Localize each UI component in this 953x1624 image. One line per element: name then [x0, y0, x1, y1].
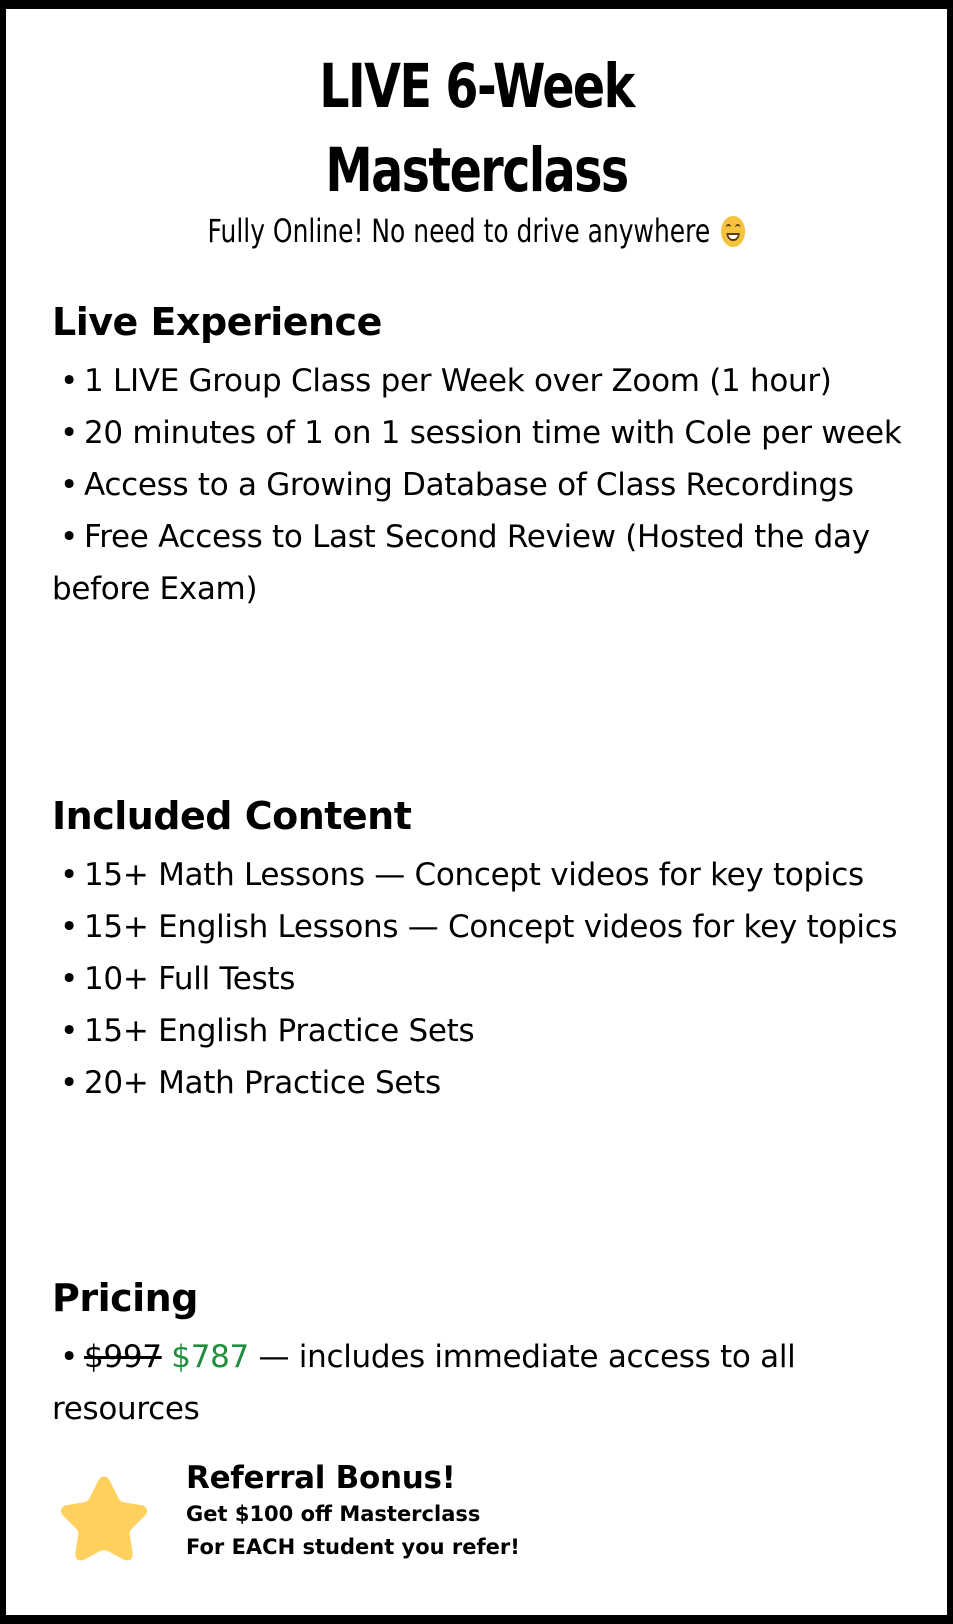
star-icon [58, 1472, 150, 1562]
page-title [110, 45, 844, 213]
title-line-2: Masterclass [325, 135, 628, 206]
list-item-text: 15+ Math Lessons — Concept videos for key topics [84, 857, 864, 893]
referral-line-1: Get $100 off Masterclass [186, 1502, 481, 1526]
bullet: • [60, 961, 78, 997]
bullet: • [60, 1065, 78, 1101]
referral-bonus [52, 1458, 912, 1568]
live-experience-section [52, 297, 912, 615]
list-item [52, 849, 912, 901]
included-content-list [52, 849, 912, 1109]
masterclass-card [6, 9, 947, 1615]
list-item-text: 15+ English Lessons — Concept videos for key topics [84, 909, 898, 945]
new-price: $787 [171, 1339, 249, 1375]
bullet: • [60, 467, 78, 503]
pricing-section [52, 1273, 912, 1435]
subtitle [110, 209, 844, 253]
old-price: $997 [84, 1339, 162, 1375]
list-item [52, 1005, 912, 1057]
bullet: • [60, 1339, 78, 1375]
included-content-heading: Included Content [52, 794, 412, 838]
list-item-text: 20+ Math Practice Sets [84, 1065, 441, 1101]
referral-title: Referral Bonus! [186, 1460, 456, 1496]
list-item [52, 459, 912, 511]
list-item-text: 15+ English Practice Sets [84, 1013, 475, 1049]
list-item-text: 10+ Full Tests [84, 961, 296, 997]
live-experience-list [52, 355, 912, 615]
pricing-description: — includes immediate access to all resources [52, 1339, 796, 1427]
referral-line-2: For EACH student you refer! [186, 1535, 520, 1559]
bullet: • [60, 363, 78, 399]
included-content-section [52, 791, 912, 1109]
title-line-1: LIVE 6-Week [319, 51, 634, 122]
list-item [52, 355, 912, 407]
bullet: • [60, 415, 78, 451]
bullet: • [60, 909, 78, 945]
list-item-text: 1 LIVE Group Class per Week over Zoom (1 hour) [84, 363, 832, 399]
list-item [52, 1057, 912, 1109]
list-item [52, 1331, 912, 1435]
list-item [52, 407, 912, 459]
bullet: • [60, 857, 78, 893]
bullet: • [60, 519, 78, 555]
bullet: • [60, 1013, 78, 1049]
list-item-text: Free Access to Last Second Review (Hosted the day before Exam) [52, 519, 870, 607]
list-item-text: 20 minutes of 1 on 1 session time with Cole per week [84, 415, 902, 451]
pricing-list [52, 1331, 912, 1435]
grinning-face-icon [721, 216, 745, 247]
referral-text [186, 1458, 520, 1564]
list-item [52, 953, 912, 1005]
pricing-heading: Pricing [52, 1276, 198, 1320]
list-item [52, 511, 912, 615]
list-item [52, 901, 912, 953]
live-experience-heading: Live Experience [52, 300, 382, 344]
subtitle-text: Fully Online! No need to drive anywhere [207, 212, 711, 250]
list-item-text: Access to a Growing Database of Class Recordings [84, 467, 854, 503]
